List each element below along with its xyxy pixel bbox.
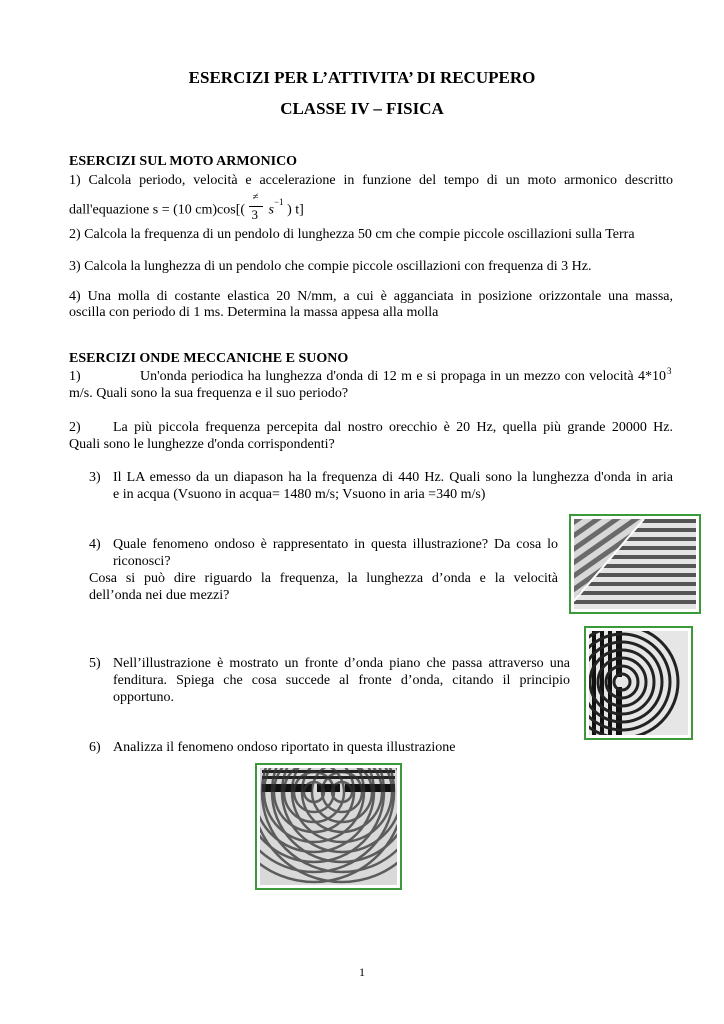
harmonic-exercise-4-line2: oscilla con periodo di 1 ms. Determina la massa appesa alla molla [69,305,439,320]
equation-fraction [249,191,269,223]
interference-image [260,768,397,885]
waves-exercise-5-number: 5) [89,656,101,671]
waves-exercise-4-line1: Quale fenomeno ondoso è rappresentato in questa illustrazione? Da cosa lo [113,537,558,552]
waves-exercise-3-number: 3) [89,470,101,485]
waves-exercise-4-line3: Cosa si può dire riguardo la frequenza, la lunghezza d’onda e la velocità [89,571,558,586]
page-title: ESERCIZI PER L’ATTIVITA’ DI RECUPERO [188,68,536,87]
section-heading-waves: ESERCIZI ONDE MECCANICHE E SUONO [69,351,349,366]
waves-exercise-1-exponent: 3 [667,366,672,376]
waves-exercise-2-line2: Quali sono le lunghezze d'onda corrispondenti? [69,437,335,452]
harmonic-exercise-1-line2 [69,191,304,223]
page-number: 1 [359,965,365,979]
waves-exercise-6-number: 6) [89,740,101,755]
equation-exponent: −1 [273,197,284,207]
equation-suffix: ) t] [287,202,304,218]
equation-prefix: dall'equazione s = (10 cm)cos[( [69,202,246,218]
fraction-denominator: 3 [251,207,259,223]
slit-diffraction-image [589,631,688,735]
refraction-image [574,519,696,609]
waves-exercise-3-line2: e in acqua (Vsuono in acqua= 1480 m/s; Vsuono in aria =340 m/s) [113,487,486,502]
waves-exercise-1-line1: Un'onda periodica ha lunghezza d'onda di 12 m e si propaga in un mezzo con velocità 4*10 [140,369,666,384]
waves-exercise-5-line2: fenditura. Spiega che cosa succede al fronte d’onda, citando il principio [113,673,570,688]
harmonic-exercise-1-line1: 1) Calcola periodo, velocità e accelerazione in funzione del tempo di un moto armonico descritto [69,173,673,188]
harmonic-exercise-4-line1: 4) Una molla di costante elastica 20 N/mm, a cui è agganciata in posizione orizzontale una massa, [69,289,673,304]
fraction-numerator: ≠ [252,191,259,204]
waves-exercise-1-line2: m/s. Quali sono la sua frequenza e il suo periodo? [69,386,349,401]
waves-exercise-4-line4: dell’onda nei due mezzi? [89,588,230,603]
waves-exercise-5-line1: Nell’illustrazione è mostrato un fronte d’onda piano che passa attraverso una [113,656,570,671]
waves-exercise-3-line1: Il LA emesso da un diapason ha la frequenza di 440 Hz. Quali sono la lunghezza d'onda in aria [113,470,673,485]
equation-s: s [268,202,274,218]
harmonic-exercise-2: 2) Calcola la frequenza di un pendolo di lunghezza 50 cm che compie piccole oscillazioni sulla Terra [69,227,635,242]
waves-exercise-1-number: 1) [69,369,81,384]
refraction-illustration [569,514,701,614]
waves-exercise-2-line1: La più piccola frequenza percepita dal nostro orecchio è 20 Hz, quella più grande 20000 Hz. [113,420,673,435]
harmonic-exercise-3: 3) Calcola la lunghezza di un pendolo che compie piccole oscillazioni con frequenza di 3 Hz. [69,259,592,274]
waves-exercise-4-line2: riconosci? [113,554,171,569]
waves-exercise-5-line3: opportuno. [113,690,175,705]
waves-exercise-2-number: 2) [69,420,81,435]
interference-illustration [255,763,402,890]
waves-exercise-4-number: 4) [89,537,101,552]
waves-exercise-6-line1: Analizza il fenomeno ondoso riportato in questa illustrazione [113,740,456,755]
slit-diffraction-illustration [584,626,693,740]
section-heading-harmonic: ESERCIZI SUL MOTO ARMONICO [69,154,298,169]
page-subtitle: CLASSE IV – FISICA [280,99,444,118]
